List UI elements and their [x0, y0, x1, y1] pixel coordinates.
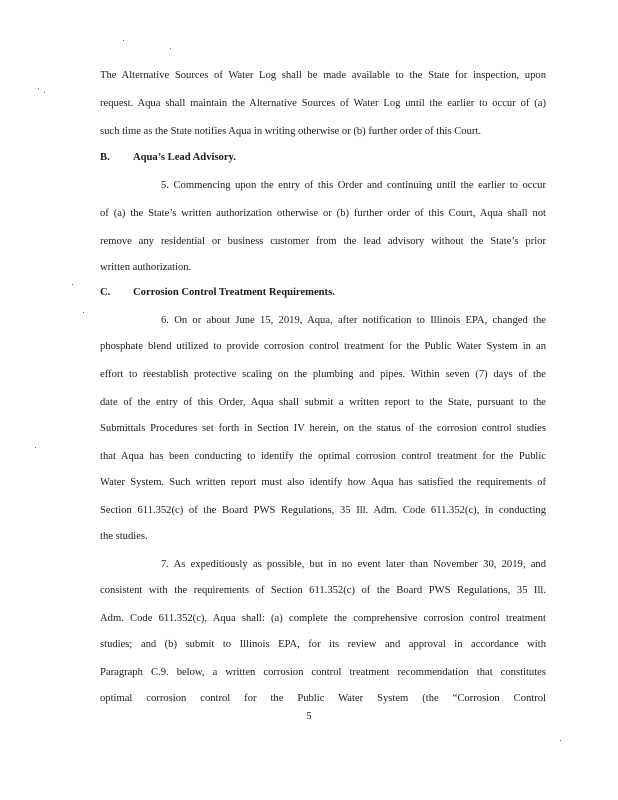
paragraph-line: Submittals Procedures set forth in Section IV herein, on the status of the corrosion control studies: [100, 423, 546, 434]
paragraph-line: of (a) the State’s written authorization otherwise or (b) further order of this Court, Aqua shall not: [100, 208, 546, 219]
section-heading-c: [100, 286, 335, 300]
scan-speck: [83, 312, 84, 313]
paragraph-line: Adm. Code 611.352(c), Aqua shall: (a) complete the comprehensive corrosion control treatment: [100, 613, 546, 624]
scan-speck: [44, 92, 45, 93]
scan-speck: [560, 740, 561, 741]
paragraph-line: Paragraph C.9. below, a written corrosion control treatment recommendation that constitutes: [100, 667, 546, 678]
section-title: Corrosion Control Treatment Requirements.: [133, 287, 335, 298]
scan-speck: [123, 40, 124, 41]
section-letter: C.: [100, 287, 111, 298]
section-letter: B.: [100, 152, 110, 163]
paragraph-line: effort to reestablish protective scaling on the plumbing and pipes. Within seven (7) days of the: [100, 369, 546, 380]
paragraph-line: that Aqua has been conducting to identify the optimal corrosion control treatment for the Public: [100, 451, 546, 462]
paragraph-line: such time as the State notifies Aqua in writing otherwise or (b) further order of this Court.: [100, 126, 481, 137]
scan-speck: [35, 447, 36, 448]
paragraph-line: The Alternative Sources of Water Log shall be made available to the State for inspection, upon: [100, 70, 546, 81]
paragraph-line: 6. On or about June 15, 2019, Aqua, after notification to Illinois EPA, changed the: [161, 315, 546, 326]
paragraph-line: date of the entry of this Order, Aqua shall submit a written report to the State, pursuant to the: [100, 397, 546, 408]
paragraph-line: Section 611.352(c) of the Board PWS Regulations, 35 Ill. Adm. Code 611.352(c), in conducting: [100, 505, 546, 516]
section-title: Aqua’s Lead Advisory.: [133, 152, 236, 163]
paragraph-line: the studies.: [100, 531, 148, 542]
paragraph-line: studies; and (b) submit to Illinois EPA, for its review and approval in accordance with: [100, 639, 546, 650]
paragraph-line: consistent with the requirements of Section 611.352(c) of the Board PWS Regulations, 35 Ill.: [100, 585, 546, 596]
scan-speck: [38, 88, 39, 89]
paragraph-line: phosphate blend utilized to provide corrosion control treatment for the Public Water System in an: [100, 341, 546, 352]
scan-speck: [72, 284, 73, 285]
paragraph-line: request. Aqua shall maintain the Alternative Sources of Water Log until the earlier to occur of (a): [100, 98, 546, 109]
paragraph-line: optimal corrosion control for the Public Water System (the “Corrosion Control: [100, 693, 546, 704]
paragraph-line: remove any residential or business customer from the lead advisory without the State’s prior: [100, 236, 546, 247]
page-number: 5: [306, 711, 312, 722]
section-heading-b: [100, 151, 236, 165]
paragraph-line: 7. As expeditiously as possible, but in no event later than November 30, 2019, and: [161, 559, 546, 570]
scan-speck: [170, 48, 171, 49]
paragraph-line: 5. Commencing upon the entry of this Order and continuing until the earlier to occur: [161, 180, 546, 191]
paragraph-line: Water System. Such written report must also identify how Aqua has satisfied the requirements of: [100, 477, 546, 488]
paragraph-line: written authorization.: [100, 262, 192, 273]
